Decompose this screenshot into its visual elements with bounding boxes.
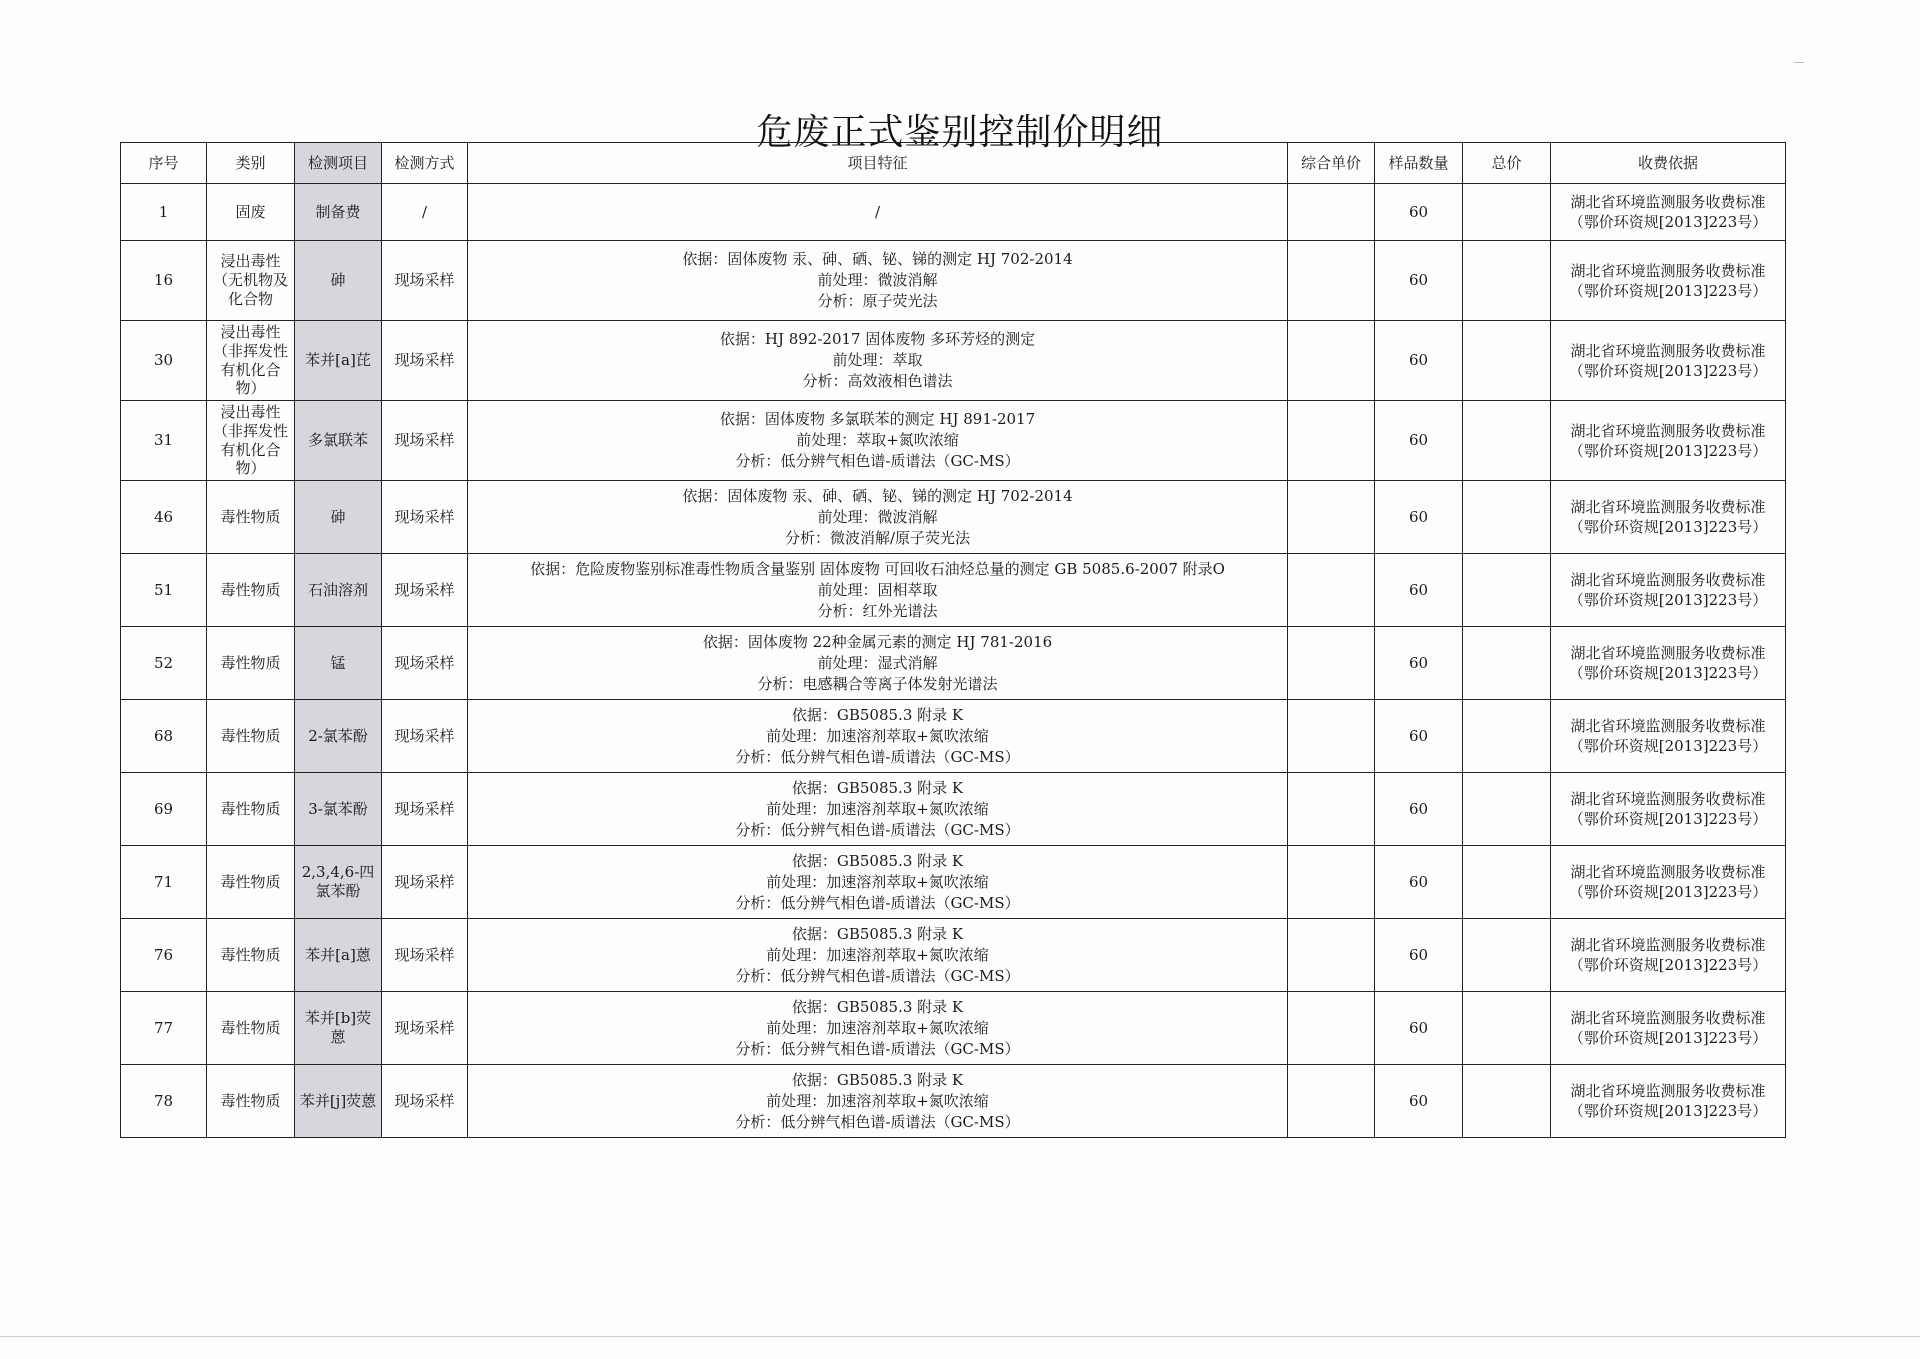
cell-unit-price xyxy=(1288,481,1375,554)
basis-line: 湖北省环境监测服务收费标准 xyxy=(1570,498,1766,516)
table-row xyxy=(121,627,1786,700)
cell-features xyxy=(468,401,1288,481)
basis-line: （鄂价环资规[2013]223号） xyxy=(1568,591,1768,609)
cell-seq: 30 xyxy=(121,321,207,401)
cell-total xyxy=(1463,554,1551,627)
cell-category: 固废 xyxy=(207,184,295,241)
cell-basis xyxy=(1551,773,1786,846)
basis-line: 湖北省环境监测服务收费标准 xyxy=(1570,790,1766,808)
cell-total xyxy=(1463,773,1551,846)
feature-line: 依据：危险废物鉴别标准毒性物质含量鉴别 固体废物 可回收石油烃总量的测定 GB 5085.6-2007 附录O xyxy=(530,559,1225,578)
cell-sample-count: 60 xyxy=(1375,554,1463,627)
feature-line: 分析：低分辨气相色谱-质谱法（GC-MS） xyxy=(735,820,1020,839)
cell-features xyxy=(468,846,1288,919)
cell-method: 现场采样 xyxy=(382,401,468,481)
cell-method: 现场采样 xyxy=(382,554,468,627)
table-row xyxy=(121,919,1786,992)
basis-line: （鄂价环资规[2013]223号） xyxy=(1568,664,1768,682)
basis-line: （鄂价环资规[2013]223号） xyxy=(1568,213,1768,231)
cell-category: 毒性物质 xyxy=(207,700,295,773)
feature-line: 依据：GB5085.3 附录 K xyxy=(791,851,964,870)
cell-method: / xyxy=(382,184,468,241)
cell-item: 苯并[j]荧蒽 xyxy=(295,1065,382,1138)
feature-line: 分析：微波消解/原子荧光法 xyxy=(784,528,971,547)
table-header-row xyxy=(121,143,1786,184)
header-unit-price: 综合单价 xyxy=(1288,143,1375,184)
cell-unit-price xyxy=(1288,321,1375,401)
cell-item: 2-氯苯酚 xyxy=(295,700,382,773)
basis-line: （鄂价环资规[2013]223号） xyxy=(1568,1102,1768,1120)
cell-method: 现场采样 xyxy=(382,919,468,992)
feature-line: 前处理：加速溶剂萃取+氮吹浓缩 xyxy=(766,1018,989,1037)
feature-line: / xyxy=(874,202,881,221)
feature-line: 依据：固体废物 汞、砷、硒、铋、锑的测定 HJ 702-2014 xyxy=(682,250,1073,268)
cell-seq: 51 xyxy=(121,554,207,627)
cell-seq: 31 xyxy=(121,401,207,481)
cell-seq: 69 xyxy=(121,773,207,846)
cell-method: 现场采样 xyxy=(382,773,468,846)
feature-line: 分析：低分辨气相色谱-质谱法（GC-MS） xyxy=(735,1112,1020,1131)
basis-line: 湖北省环境监测服务收费标准 xyxy=(1570,1009,1766,1027)
basis-line: （鄂价环资规[2013]223号） xyxy=(1568,281,1768,300)
cell-unit-price xyxy=(1288,773,1375,846)
cell-sample-count: 60 xyxy=(1375,773,1463,846)
cell-basis xyxy=(1551,992,1786,1065)
cell-category: 浸出毒性（无机物及化合物 xyxy=(207,241,295,321)
cell-method: 现场采样 xyxy=(382,627,468,700)
feature-line: 依据：固体废物 多氯联苯的测定 HJ 891-2017 xyxy=(719,410,1036,428)
cell-unit-price xyxy=(1288,554,1375,627)
basis-line: （鄂价环资规[2013]223号） xyxy=(1568,361,1768,380)
feature-line: 前处理：加速溶剂萃取+氮吹浓缩 xyxy=(766,872,989,891)
table-row xyxy=(121,1065,1786,1138)
cell-basis xyxy=(1551,700,1786,773)
table-row xyxy=(121,401,1786,481)
feature-line: 前处理：微波消解 xyxy=(817,271,938,289)
cell-unit-price xyxy=(1288,1065,1375,1138)
cell-seq: 46 xyxy=(121,481,207,554)
feature-line: 分析：原子荧光法 xyxy=(817,292,938,310)
feature-line: 前处理：微波消解 xyxy=(817,507,938,526)
cell-total xyxy=(1463,627,1551,700)
table-row xyxy=(121,773,1786,846)
cell-item: 苯并[a]蒽 xyxy=(295,919,382,992)
header-features: 项目特征 xyxy=(468,143,1288,184)
table-row xyxy=(121,241,1786,321)
cell-features xyxy=(468,184,1288,241)
basis-line: （鄂价环资规[2013]223号） xyxy=(1568,518,1768,536)
cell-features xyxy=(468,481,1288,554)
basis-line: （鄂价环资规[2013]223号） xyxy=(1568,737,1768,755)
scan-edge-line xyxy=(0,1336,1920,1337)
feature-line: 分析：高效液相色谱法 xyxy=(802,372,953,390)
cell-category: 毒性物质 xyxy=(207,773,295,846)
cell-category: 毒性物质 xyxy=(207,554,295,627)
cell-features xyxy=(468,992,1288,1065)
cell-features xyxy=(468,241,1288,321)
cell-features xyxy=(468,773,1288,846)
cell-features xyxy=(468,321,1288,401)
page-title: 危废正式鉴别控制价明细 xyxy=(756,112,1164,153)
cell-basis xyxy=(1551,184,1786,241)
cell-item: 3-氯苯酚 xyxy=(295,773,382,846)
cell-unit-price xyxy=(1288,184,1375,241)
table-row xyxy=(121,481,1786,554)
basis-line: 湖北省环境监测服务收费标准 xyxy=(1570,863,1766,881)
cell-method: 现场采样 xyxy=(382,481,468,554)
cell-sample-count: 60 xyxy=(1375,919,1463,992)
cell-sample-count: 60 xyxy=(1375,627,1463,700)
cell-item: 苯并[b]荧蒽 xyxy=(295,992,382,1065)
cell-sample-count: 60 xyxy=(1375,846,1463,919)
basis-line: 湖北省环境监测服务收费标准 xyxy=(1570,936,1766,954)
feature-line: 前处理：加速溶剂萃取+氮吹浓缩 xyxy=(766,799,989,818)
feature-line: 分析：低分辨气相色谱-质谱法（GC-MS） xyxy=(735,452,1020,470)
cell-unit-price xyxy=(1288,919,1375,992)
feature-line: 前处理：加速溶剂萃取+氮吹浓缩 xyxy=(766,1091,989,1110)
cell-seq: 71 xyxy=(121,846,207,919)
cell-basis xyxy=(1551,401,1786,481)
cell-unit-price xyxy=(1288,700,1375,773)
cell-category: 浸出毒性（非挥发性有机化合物） xyxy=(207,401,295,481)
table-row xyxy=(121,700,1786,773)
cell-unit-price xyxy=(1288,401,1375,481)
feature-line: 依据：GB5085.3 附录 K xyxy=(791,924,964,943)
feature-line: 分析：低分辨气相色谱-质谱法（GC-MS） xyxy=(735,966,1020,985)
feature-line: 分析：低分辨气相色谱-质谱法（GC-MS） xyxy=(735,893,1020,912)
cell-category: 毒性物质 xyxy=(207,481,295,554)
header-total: 总价 xyxy=(1463,143,1551,184)
cell-sample-count: 60 xyxy=(1375,401,1463,481)
cell-total xyxy=(1463,992,1551,1065)
cell-seq: 76 xyxy=(121,919,207,992)
cell-unit-price xyxy=(1288,241,1375,321)
cell-features xyxy=(468,627,1288,700)
feature-line: 分析：电感耦合等离子体发射光谱法 xyxy=(757,674,998,693)
cell-basis xyxy=(1551,919,1786,992)
cell-item: 砷 xyxy=(295,241,382,321)
cell-sample-count: 60 xyxy=(1375,992,1463,1065)
feature-line: 分析：低分辨气相色谱-质谱法（GC-MS） xyxy=(735,1039,1020,1058)
basis-line: 湖北省环境监测服务收费标准 xyxy=(1570,644,1766,662)
cell-total xyxy=(1463,1065,1551,1138)
basis-line: （鄂价环资规[2013]223号） xyxy=(1568,810,1768,828)
cell-sample-count: 60 xyxy=(1375,1065,1463,1138)
cell-method: 现场采样 xyxy=(382,846,468,919)
cell-seq: 1 xyxy=(121,184,207,241)
cell-unit-price xyxy=(1288,846,1375,919)
cell-basis xyxy=(1551,846,1786,919)
basis-line: 湖北省环境监测服务收费标准 xyxy=(1570,421,1766,440)
cell-sample-count: 60 xyxy=(1375,481,1463,554)
feature-line: 前处理：湿式消解 xyxy=(817,653,938,672)
cell-category: 毒性物质 xyxy=(207,627,295,700)
feature-line: 前处理：固相萃取 xyxy=(817,580,938,599)
feature-line: 依据：固体废物 22种金属元素的测定 HJ 781-2016 xyxy=(702,632,1053,651)
cell-seq: 16 xyxy=(121,241,207,321)
basis-line: 湖北省环境监测服务收费标准 xyxy=(1570,261,1766,280)
cell-seq: 52 xyxy=(121,627,207,700)
feature-line: 依据：固体废物 汞、砷、硒、铋、锑的测定 HJ 702-2014 xyxy=(682,486,1073,505)
table-row xyxy=(121,846,1786,919)
cell-total xyxy=(1463,401,1551,481)
cell-sample-count: 60 xyxy=(1375,700,1463,773)
table-row xyxy=(121,321,1786,401)
feature-line: 前处理：萃取+氮吹浓缩 xyxy=(796,431,959,449)
cell-features xyxy=(468,919,1288,992)
cell-sample-count: 60 xyxy=(1375,241,1463,321)
cell-basis xyxy=(1551,554,1786,627)
cell-method: 现场采样 xyxy=(382,1065,468,1138)
cell-seq: 68 xyxy=(121,700,207,773)
basis-line: （鄂价环资规[2013]223号） xyxy=(1568,441,1768,460)
feature-line: 依据：GB5085.3 附录 K xyxy=(791,1070,964,1089)
cell-unit-price xyxy=(1288,992,1375,1065)
cell-features xyxy=(468,700,1288,773)
cell-category: 毒性物质 xyxy=(207,919,295,992)
basis-line: 湖北省环境监测服务收费标准 xyxy=(1570,341,1766,360)
cell-category: 浸出毒性（非挥发性有机化合物） xyxy=(207,321,295,401)
cell-category: 毒性物质 xyxy=(207,846,295,919)
cell-category: 毒性物质 xyxy=(207,1065,295,1138)
cell-item: 石油溶剂 xyxy=(295,554,382,627)
cell-sample-count: 60 xyxy=(1375,321,1463,401)
cell-method: 现场采样 xyxy=(382,700,468,773)
header-category: 类别 xyxy=(207,143,295,184)
basis-line: 湖北省环境监测服务收费标准 xyxy=(1570,571,1766,589)
basis-line: （鄂价环资规[2013]223号） xyxy=(1568,883,1768,901)
cell-method: 现场采样 xyxy=(382,992,468,1065)
cell-total xyxy=(1463,481,1551,554)
cell-total xyxy=(1463,321,1551,401)
cell-seq: 78 xyxy=(121,1065,207,1138)
cell-item: 砷 xyxy=(295,481,382,554)
cell-basis xyxy=(1551,321,1786,401)
feature-line: 分析：低分辨气相色谱-质谱法（GC-MS） xyxy=(735,747,1020,766)
feature-line: 前处理：加速溶剂萃取+氮吹浓缩 xyxy=(766,726,989,745)
cell-total xyxy=(1463,919,1551,992)
cell-category: 毒性物质 xyxy=(207,992,295,1065)
feature-line: 前处理：萃取 xyxy=(832,351,923,369)
header-item: 检测项目 xyxy=(295,143,382,184)
header-basis: 收费依据 xyxy=(1551,143,1786,184)
cell-item: 苯并[a]芘 xyxy=(295,321,382,401)
cell-item: 2,3,4,6-四氯苯酚 xyxy=(295,846,382,919)
feature-line: 依据：HJ 892-2017 固体废物 多环芳烃的测定 xyxy=(719,330,1036,348)
cell-sample-count: 60 xyxy=(1375,184,1463,241)
cell-features xyxy=(468,554,1288,627)
cell-total xyxy=(1463,846,1551,919)
feature-line: 分析：红外光谱法 xyxy=(817,601,938,620)
basis-line: 湖北省环境监测服务收费标准 xyxy=(1570,717,1766,735)
feature-line: 依据：GB5085.3 附录 K xyxy=(791,997,964,1016)
basis-line: 湖北省环境监测服务收费标准 xyxy=(1570,1082,1766,1100)
basis-line: 湖北省环境监测服务收费标准 xyxy=(1570,193,1766,211)
scan-artifact xyxy=(1794,62,1804,63)
table-row xyxy=(121,554,1786,627)
basis-line: （鄂价环资规[2013]223号） xyxy=(1568,1029,1768,1047)
cell-basis xyxy=(1551,241,1786,321)
cell-item: 锰 xyxy=(295,627,382,700)
cell-method: 现场采样 xyxy=(382,321,468,401)
table-row xyxy=(121,184,1786,241)
feature-line: 依据：GB5085.3 附录 K xyxy=(791,778,964,797)
basis-line: （鄂价环资规[2013]223号） xyxy=(1568,956,1768,974)
table-row xyxy=(121,992,1786,1065)
cell-basis xyxy=(1551,627,1786,700)
cell-method: 现场采样 xyxy=(382,241,468,321)
feature-line: 依据：GB5085.3 附录 K xyxy=(791,705,964,724)
cell-total xyxy=(1463,184,1551,241)
cell-total xyxy=(1463,241,1551,321)
cell-basis xyxy=(1551,1065,1786,1138)
table-container xyxy=(120,142,1785,1138)
feature-line: 前处理：加速溶剂萃取+氮吹浓缩 xyxy=(766,945,989,964)
cell-unit-price xyxy=(1288,627,1375,700)
cell-features xyxy=(468,1065,1288,1138)
header-sample-count: 样品数量 xyxy=(1375,143,1463,184)
cell-item: 制备费 xyxy=(295,184,382,241)
cell-basis xyxy=(1551,481,1786,554)
cell-seq: 77 xyxy=(121,992,207,1065)
header-method: 检测方式 xyxy=(382,143,468,184)
price-detail-table xyxy=(120,142,1786,1138)
cell-total xyxy=(1463,700,1551,773)
header-seq: 序号 xyxy=(121,143,207,184)
cell-item: 多氯联苯 xyxy=(295,401,382,481)
table-body xyxy=(121,184,1786,1138)
